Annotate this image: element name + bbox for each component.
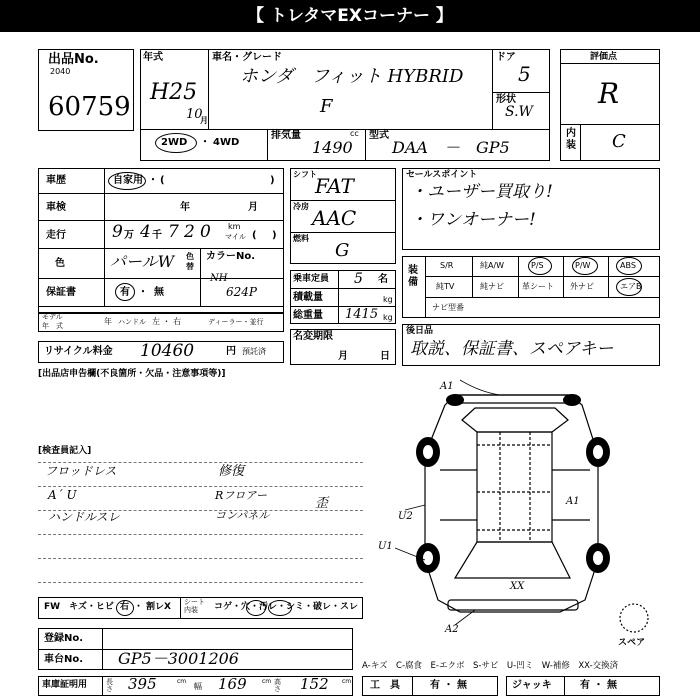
door-label: ドア xyxy=(496,52,516,63)
later-items-label: 後日品 xyxy=(406,326,434,336)
inspection-nen: 年 xyxy=(180,202,190,213)
score-value: R xyxy=(598,77,620,110)
lot-number: 60759 xyxy=(48,92,131,122)
equip-airbag: エアB xyxy=(620,282,642,291)
jack-value: 有 ・ 無 xyxy=(580,680,617,691)
car-grade: F xyxy=(320,96,333,117)
equip-sr: S/R xyxy=(440,261,454,270)
drive-4wd: 4WD xyxy=(213,137,240,148)
sales-point-line2: ・ワンオーナー! xyxy=(410,210,536,230)
recycle-note: 預託済 xyxy=(242,347,266,356)
aircon-value: AAC xyxy=(312,206,357,230)
load-unit: kg xyxy=(383,295,393,304)
fw-sep: ・ xyxy=(134,602,144,612)
model-year-label1: モデル xyxy=(42,313,63,321)
lot-small: 2040 xyxy=(50,67,71,76)
mark-xx: XX xyxy=(510,581,525,592)
history-value: 自家用 xyxy=(113,175,143,186)
fuel-label: 燃料 xyxy=(293,234,309,243)
equip-navi: 純ナビ xyxy=(480,282,504,291)
cert-height-value: 152 xyxy=(300,675,329,693)
tools-label: 工 具 xyxy=(370,680,400,691)
model-year-nen: 年 xyxy=(104,317,112,326)
inspector-label: [検査員記入] xyxy=(38,446,92,456)
model-year-dealer: ディーラー・並行 xyxy=(208,318,264,326)
cert-width-label: 幅 xyxy=(194,682,202,691)
drive-sep: ・ xyxy=(200,137,210,148)
tools-value: 有 ・ 無 xyxy=(430,680,467,691)
banner-title: 【 トレタマEXコーナー 】 xyxy=(0,0,700,32)
mileage-v3: 7 xyxy=(168,222,179,242)
fw-opt-b: 割レX xyxy=(146,602,171,612)
lot-label: 出品No. xyxy=(48,52,99,67)
gross-value: 1415 xyxy=(345,307,379,322)
mileage-close: ) xyxy=(272,230,277,241)
recycle-unit: 円 xyxy=(226,346,236,357)
car-name: ホンダ フィット HYBRID xyxy=(240,66,464,87)
color-value: パールW xyxy=(110,252,175,271)
colorno-1: NH xyxy=(210,273,228,284)
inspection-tsuki: 月 xyxy=(248,202,258,213)
fw-label: FW キズ・ヒビ xyxy=(44,602,114,612)
warranty-yes: 有 xyxy=(120,287,130,298)
model-label: 型式 xyxy=(369,130,389,141)
inspector-left-2: ハンドルスレ xyxy=(48,510,120,524)
cert-length-value: 395 xyxy=(128,675,157,693)
equip-abs: ABS xyxy=(620,261,636,270)
recycle-value: 10460 xyxy=(140,341,195,361)
inspector-mark: 歪 xyxy=(315,496,329,511)
load-label: 積載量 xyxy=(293,292,323,303)
inspector-left-1: A´ U xyxy=(48,488,77,502)
mark-a1-right: A1 xyxy=(566,496,580,507)
seat-text: コゲ・穴・汚レ・シミ・破レ・スレ xyxy=(214,602,359,612)
mileage-v1: 9 xyxy=(112,222,123,242)
displacement-value: 1490 xyxy=(312,138,353,157)
legend: A-キズ C-腐食 E-エクボ S-サビ U-凹ミ W-補修 XX-交換済 xyxy=(362,661,619,671)
shape-label: 形状 xyxy=(496,94,516,105)
equip-ps: P/S xyxy=(531,261,544,270)
cert-length-label: 長さ xyxy=(106,678,113,693)
displacement-unit: cc xyxy=(350,129,359,138)
color-label: 色 xyxy=(55,258,65,269)
equip-extnavi: 外ナビ xyxy=(570,282,594,291)
warranty-label: 保証書 xyxy=(46,287,76,298)
warranty-sep: ・ xyxy=(138,287,148,298)
fw-opt-a: 右 xyxy=(120,602,130,612)
equip-pw: P/W xyxy=(575,261,591,270)
mark-a1-top: A1 xyxy=(440,381,454,392)
sales-point-label: セールスポイント xyxy=(406,170,478,180)
displacement-label: 排気量 xyxy=(271,130,301,141)
equip-navi-model: ナビ型番 xyxy=(432,303,464,312)
model-value: DAA － GP5 xyxy=(392,138,510,157)
equip-aw: 純A/W xyxy=(480,261,505,270)
mileage-man: 万 xyxy=(124,230,134,241)
score-label: 評価点 xyxy=(590,52,618,62)
car-label: 車名・グレード xyxy=(212,52,282,63)
sales-point-line1: ・ユーザー買取り! xyxy=(410,182,553,202)
aircon-label: 冷房 xyxy=(293,202,309,211)
year-label: 年式 xyxy=(143,52,163,63)
shape-value: S.W xyxy=(505,104,533,120)
inspector-right-2: コンパネル xyxy=(215,509,270,522)
cert-width-value: 169 xyxy=(218,675,247,693)
interior-label: 内装 xyxy=(566,128,576,151)
mark-a2: A2 xyxy=(445,624,459,635)
mileage-v4: 2 xyxy=(184,222,195,242)
mileage-v2: 4 xyxy=(140,222,151,242)
model-year-label2: 年 式 xyxy=(42,322,63,330)
shift-label: シフト xyxy=(293,170,317,179)
inspector-right-0: 修復 xyxy=(218,464,245,479)
gross-unit: kg xyxy=(383,313,393,322)
seller-declaration: [出品店申告欄(不良箇所・欠品・注意事項等)] xyxy=(38,369,226,379)
cert-width-unit: cm xyxy=(262,678,272,685)
year-value: H25 xyxy=(150,80,198,105)
color-change: 色替 xyxy=(186,252,194,271)
year-month: 10 xyxy=(186,107,203,122)
seat-label: シート内装 xyxy=(184,598,205,614)
history-open: ( xyxy=(160,175,165,186)
history-label: 車歴 xyxy=(46,175,66,186)
fuel-value: G xyxy=(335,240,350,261)
jack-label: ジャッキ xyxy=(512,680,552,691)
cert-length-unit: cm xyxy=(177,678,187,685)
inspector-right-1: Rフロアー xyxy=(215,489,267,502)
chassis-value: GP5－3001206 xyxy=(118,649,239,668)
capacity-value: 5 xyxy=(354,271,363,287)
inspection-label: 車検 xyxy=(46,202,66,213)
cert-label: 車庫証明用 xyxy=(42,680,88,690)
model-year-handle: ハンドル xyxy=(118,318,146,326)
warranty-no: 無 xyxy=(154,287,164,298)
equipment-label: 装備 xyxy=(408,265,418,288)
mark-u2: U2 xyxy=(398,511,413,522)
chassis-label: 車台No. xyxy=(44,654,84,665)
spare-label: スペア xyxy=(618,638,646,648)
later-items-value: 取説、保証書、スペアキー xyxy=(410,339,614,359)
history-dot: ・ xyxy=(148,175,158,186)
name-change-tsuki: 月 xyxy=(338,351,348,362)
name-change-hi: 日 xyxy=(380,351,390,362)
capacity-unit: 名 xyxy=(378,274,388,285)
mileage-open: ( xyxy=(252,230,257,241)
gross-label: 総重量 xyxy=(293,310,323,321)
door-value: 5 xyxy=(518,62,531,86)
registration-label: 登録No. xyxy=(44,633,84,644)
equip-tv: 純TV xyxy=(436,282,455,291)
cert-height-label: 高さ xyxy=(274,678,281,693)
shift-value: FAT xyxy=(315,174,354,198)
recycle-label: リサイクル料金 xyxy=(44,346,113,357)
model-year-lr: 左 ・ 右 xyxy=(152,317,182,326)
colorno-2: 624P xyxy=(226,285,257,299)
equip-leather: 革シート xyxy=(522,282,554,291)
mileage-v5: 0 xyxy=(200,222,211,242)
drive-2wd: 2WD xyxy=(161,137,188,148)
inspector-left-0: フロッドレス xyxy=(45,464,117,478)
colorno-label: カラーNo. xyxy=(206,251,256,262)
name-change-label: 名変期限 xyxy=(293,331,333,342)
mileage-unit-mile: マイル xyxy=(225,233,246,241)
mileage-sen: 千 xyxy=(152,230,162,241)
mileage-unit-km: km xyxy=(228,222,241,231)
mileage-label: 走行 xyxy=(46,230,66,241)
mark-u1: U1 xyxy=(378,541,393,552)
cert-height-unit: cm xyxy=(342,678,352,685)
interior-value: C xyxy=(612,131,626,152)
capacity-label: 乗車定員 xyxy=(293,274,330,284)
year-month-unit: 月 xyxy=(200,116,208,125)
history-close: ) xyxy=(270,175,275,186)
